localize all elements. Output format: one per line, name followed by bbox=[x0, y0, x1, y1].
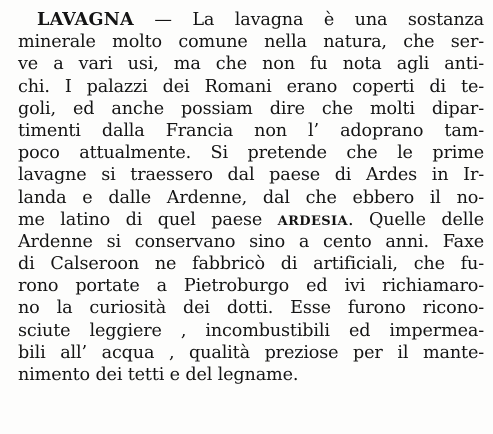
headword: LAVAGNA bbox=[37, 9, 134, 30]
text-fragment: me latino di quel paese bbox=[18, 209, 278, 230]
text-line: ve a vari usi, ma che non fu nota agli anti- bbox=[18, 54, 484, 75]
text-line: sciute leggiere , incombustibili ed impermea- bbox=[18, 320, 484, 341]
text-line-final: nimento dei tetti e del legname. bbox=[18, 365, 299, 385]
text-fragment: . Quelle delle bbox=[348, 209, 484, 230]
latin-term-ardesia: ARDESIA bbox=[277, 213, 349, 229]
text-line: bili all’ acqua , qualità preziose per il mante- bbox=[18, 342, 484, 363]
text-line: rono portate a Pietroburgo ed ivi richiamaro- bbox=[18, 276, 484, 297]
dictionary-entry-lavagna bbox=[18, 9, 484, 386]
text-line: timenti dalla Francia non l’ adoprano tam- bbox=[18, 120, 484, 141]
text-line: poco attualmente. Si pretende che le prime bbox=[18, 143, 484, 164]
text-line: Ardenne si conservano sino a cento anni. Faxe bbox=[18, 231, 484, 252]
entry-opening-text: — La lavagna è una sostanza bbox=[133, 10, 484, 30]
text-line: no la curiosità dei dotti. Esse furono ricono- bbox=[18, 298, 484, 319]
text-line: minerale molto comune nella natura, che ser- bbox=[18, 32, 484, 53]
text-line bbox=[18, 9, 484, 31]
text-line: di Calseroon ne fabbricò di artificiali, che fu- bbox=[18, 254, 484, 275]
text-line: chi. I palazzi dei Romani erano coperti di te- bbox=[18, 76, 484, 97]
text-line bbox=[18, 209, 484, 231]
text-line: goli, ed anche possiam dire che molti dipar- bbox=[18, 98, 484, 119]
text-line: lavagne si traessero dal paese di Ardes in Ir- bbox=[18, 165, 484, 186]
text-line: landa e dalle Ardenne, dal che ebbero il no- bbox=[18, 187, 484, 208]
